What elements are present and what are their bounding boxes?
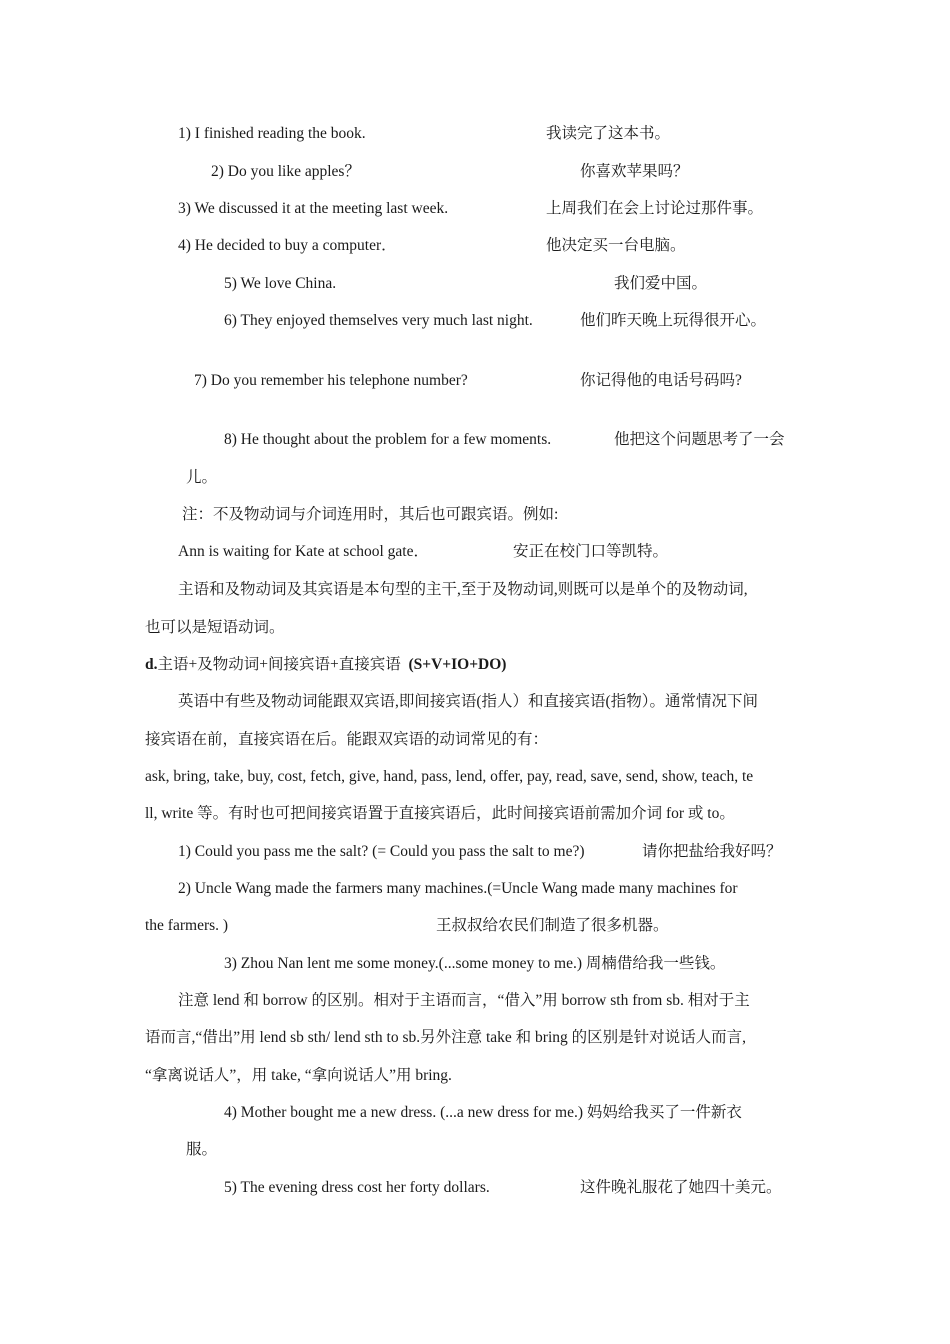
double-example-2-en-continued: the farmers. ) [145,917,229,934]
example-4-zh: 他决定买一台电脑。 [546,237,686,254]
example-6-zh: 他们昨天晚上玩得很开心。 [580,312,767,329]
note-text: 注：不及物动词与介词连用时，其后也可跟宾语。例如: [182,506,559,523]
note-example-en: Ann is waiting for Kate at school gate． [178,543,429,560]
para-lend-line-3: “拿离说话人”，用 take, “拿向说话人”用 bring. [145,1067,452,1084]
para-main-line-2: 也可以是短语动词。 [145,619,285,636]
example-2-zh: 你喜欢苹果吗？ [580,163,689,180]
double-example-5-en: 5) The evening dress cost her forty dollars. [224,1179,490,1196]
double-example-5-zh: 这件晚礼服花了她四十美元。 [580,1179,782,1196]
para-double-line-1: 英语中有些及物动词能跟双宾语,即间接宾语(指人）和直接宾语(指物）。通常情况下间 [178,693,758,710]
section-d-title: 主语+及物动词+间接宾语+直接宾语 [157,656,401,673]
para-double-line-3: ask, bring, take, buy, cost, fetch, give, hand, pass, lend, offer, pay, read, save, send, show, teach, te [145,768,754,785]
example-8-zh-continued: 儿。 [186,469,218,486]
para-main-line-1: 主语和及物动词及其宾语是本句型的主干,至于及物动词,则既可以是单个的及物动词, [178,581,748,598]
example-3-en: 3) We discussed it at the meeting last week. [178,200,449,217]
example-5-zh: 我们爱中国。 [614,275,708,292]
double-example-2-en: 2) Uncle Wang made the farmers many machines.(=Uncle Wang made many machines for [178,880,738,897]
para-lend-line-2: 语而言,“借出”用 lend sb sth/ lend sth to sb.另外注意 take 和 bring 的区别是针对说话人而言, [145,1029,747,1046]
example-4-en: 4) He decided to buy a computer． [178,237,397,254]
example-6-en: 6) They enjoyed themselves very much last night. [224,312,533,329]
section-d-letter: d. [145,656,158,673]
example-1-en: 1) I finished reading the book. [178,125,366,142]
double-example-1-zh: 请你把盐给我好吗？ [642,843,782,860]
example-8-zh: 他把这个问题思考了一会 [614,431,785,448]
para-double-line-4: ll, write 等。有时也可把间接宾语置于直接宾语后，此时间接宾语前需加介词 for 或 to。 [145,805,735,822]
double-example-3: 3) Zhou Nan lent me some money.(...some money to me.) 周楠借给我一些钱。 [224,955,726,972]
para-double-line-2: 接宾语在前，直接宾语在后。能跟双宾语的动词常见的有： [145,731,549,748]
example-5-en: 5) We love China. [224,275,337,292]
double-example-1-en: 1) Could you pass me the salt? (= Could you pass the salt to me?) [178,843,585,860]
example-7-zh: 你记得他的电话号码吗? [580,372,742,389]
example-1-zh: 我读完了这本书。 [546,125,671,142]
example-7-en: 7) Do you remember his telephone number? [194,372,468,389]
double-example-2-zh: 王叔叔给农民们制造了很多机器。 [436,917,669,934]
section-d-formula: (S+V+IO+DO) [408,656,507,673]
note-example-zh: 安正在校门口等凯特。 [513,543,669,560]
example-8-en: 8) He thought about the problem for a few moments. [224,431,552,448]
double-example-4: 4) Mother bought me a new dress. (...a new dress for me.) 妈妈给我买了一件新衣 [224,1104,742,1121]
example-2-en: 2) Do you like apples？ [211,163,360,180]
double-example-4-continued: 服。 [186,1141,218,1158]
example-3-zh: 上周我们在会上讨论过那件事。 [546,200,764,217]
section-d-heading [145,655,506,675]
para-lend-line-1: 注意 lend 和 borrow 的区别。相对于主语而言，“借入”用 borrow sth from sb. 相对于主 [178,992,750,1009]
